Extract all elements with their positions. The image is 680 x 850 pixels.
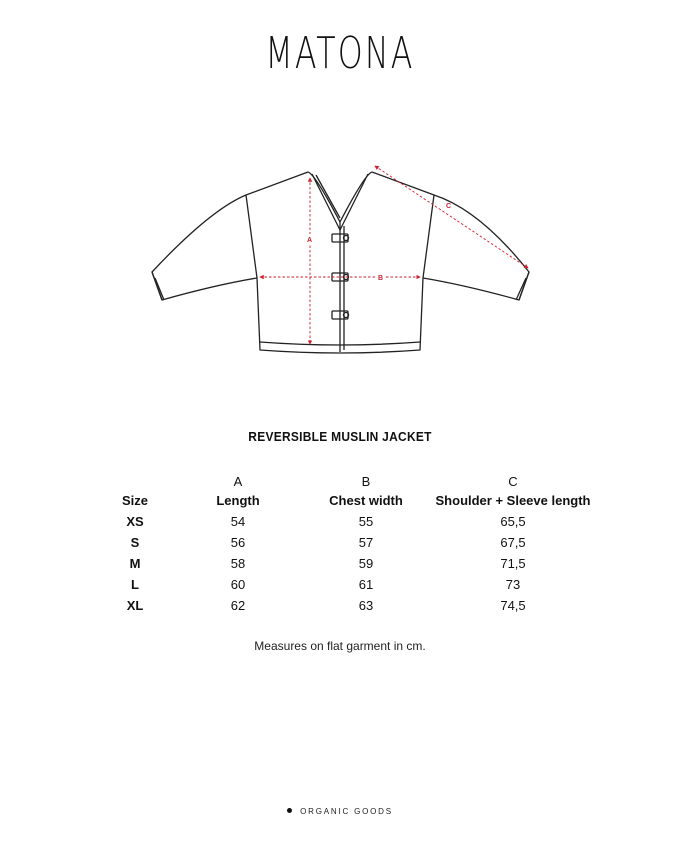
right-sleeve-outline (423, 195, 529, 300)
size-table (100, 472, 600, 616)
size-label: XL (126, 598, 144, 613)
header-letter-size (100, 472, 170, 490)
chest-value: 61 (358, 577, 374, 592)
header-size: Size (121, 493, 148, 508)
product-title: REVERSIBLE MUSLIN JACKET (248, 429, 432, 444)
table-header-names (100, 490, 600, 511)
measure-a-label: A (307, 237, 313, 244)
footer (0, 807, 680, 816)
length-value: 56 (230, 535, 246, 550)
footer-text: ORGANIC GOODS (300, 807, 393, 816)
brand-logo: MATONA (265, 28, 415, 79)
chest-value: 55 (358, 514, 374, 529)
table-row (100, 574, 600, 595)
sleeve-value: 73 (505, 577, 521, 592)
sleeve-value: 65,5 (500, 514, 526, 529)
size-label: S (130, 535, 140, 550)
header-letter-a: A (233, 473, 243, 489)
chest-value: 57 (358, 535, 374, 550)
measure-b-label: B (378, 275, 384, 282)
size-label: M (129, 556, 141, 571)
header-letter-c: C (508, 473, 518, 489)
size-label: L (131, 577, 139, 592)
measure-c-label: C (446, 203, 452, 210)
table-row (100, 595, 600, 616)
neckline (308, 172, 372, 222)
table-row (100, 511, 600, 532)
table-row (100, 553, 600, 574)
header-letter-b: B (361, 473, 371, 489)
length-value: 58 (230, 556, 246, 571)
table-header-letters (100, 472, 600, 490)
bullet-dot-icon (287, 808, 292, 813)
measurement-note: Measures on flat garment in cm. (254, 639, 426, 653)
size-label: XS (126, 514, 144, 529)
length-value: 62 (230, 598, 246, 613)
sleeve-value: 71,5 (500, 556, 526, 571)
length-value: 54 (230, 514, 246, 529)
chest-value: 59 (358, 556, 374, 571)
header-chest-width: Chest width (329, 493, 403, 508)
header-shoulder-sleeve: Shoulder + Sleeve length (435, 493, 591, 508)
measure-c-line (375, 166, 528, 268)
sleeve-value: 74,5 (500, 598, 526, 613)
table-row (100, 532, 600, 553)
jacket-diagram (140, 160, 540, 360)
header-length: Length (216, 493, 260, 508)
left-sleeve-outline (152, 195, 257, 300)
sleeve-value: 67,5 (500, 535, 526, 550)
chest-value: 63 (358, 598, 374, 613)
length-value: 60 (230, 577, 246, 592)
